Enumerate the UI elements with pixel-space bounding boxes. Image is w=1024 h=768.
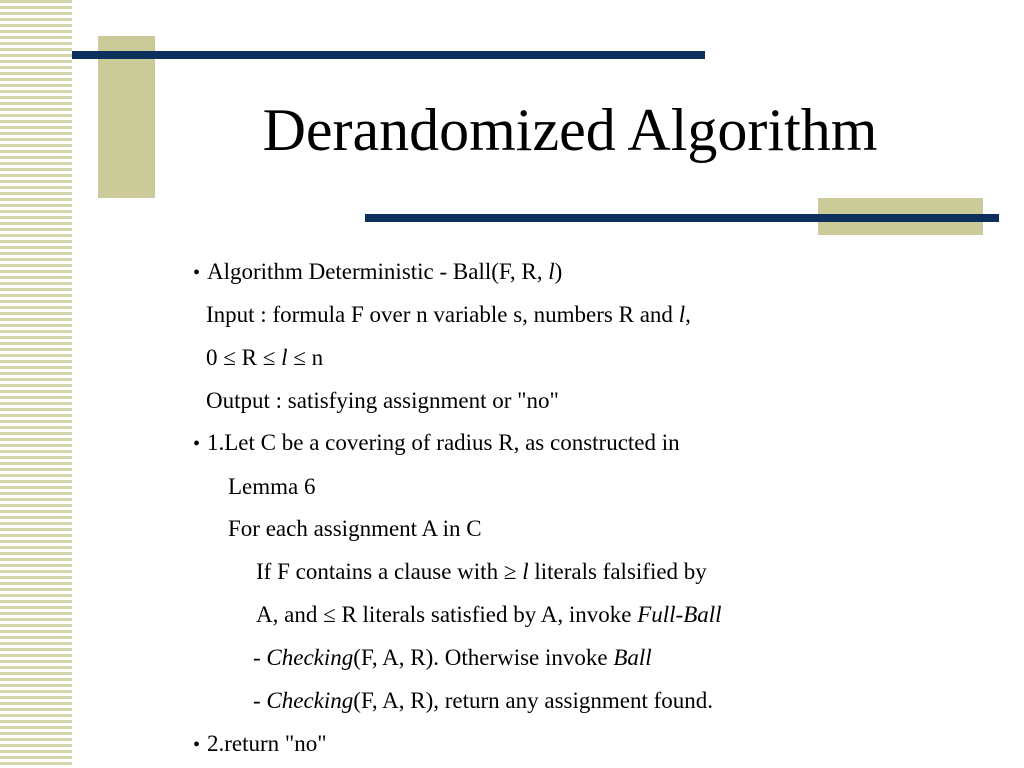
slide-title: Derandomized Algorithm: [262, 97, 878, 163]
decor-block-top-left: [98, 36, 155, 198]
bullet-icon: •: [193, 433, 201, 455]
line-text-segment: ≤ n: [287, 345, 324, 370]
line-text-segment: l: [548, 259, 555, 284]
line-text-segment: Ball: [613, 645, 652, 670]
line-text-segment: l: [678, 302, 686, 327]
line-text-segment: Algorithm Deterministic - Ball(F, R,: [207, 259, 549, 284]
line-text-segment: -: [253, 688, 267, 713]
line-text-segment: A, and ≤ R literals satisfied by A, invoke: [256, 602, 638, 627]
line-text-segment: Full-Ball: [637, 602, 722, 627]
line-text-segment: For each assignment A in C: [228, 516, 482, 541]
line-text-segment: 2.return "no": [207, 731, 327, 756]
decor-bar-top: [72, 51, 705, 59]
line-text-segment: literals falsified by: [528, 559, 707, 584]
decor-bar-bottom: [365, 214, 999, 222]
bullet-icon: •: [193, 262, 201, 284]
line-text-segment: l: [522, 559, 529, 584]
line-text-segment: (F, A, R), return any assignment found.: [353, 688, 714, 713]
line-text-segment: (F, A, R). Otherwise invoke: [353, 645, 614, 670]
bullet-icon: •: [193, 734, 201, 756]
line-text-segment: Checking: [266, 688, 354, 713]
text-line: [256, 600, 722, 630]
line-text-segment: If F contains a clause with ≥: [256, 559, 523, 584]
line-text-segment: Lemma 6: [228, 474, 316, 499]
text-line: [206, 343, 323, 373]
text-line: [228, 514, 482, 544]
text-line: [206, 386, 559, 416]
line-text-segment: ): [554, 259, 563, 284]
bullet-line: [193, 257, 562, 288]
text-line: [256, 557, 707, 587]
text-line: [228, 472, 316, 502]
bullet-line: [193, 729, 327, 760]
line-text-segment: Output : satisfying assignment or "no": [206, 388, 559, 413]
line-text-segment: -: [253, 645, 267, 670]
line-text-segment: Input : formula F over n variable s, numbers R and: [206, 302, 679, 327]
text-line: [253, 643, 652, 673]
text-line: [206, 300, 691, 330]
line-text-segment: l: [281, 345, 288, 370]
line-text-segment: Checking: [266, 645, 354, 670]
line-text-segment: ,: [685, 302, 691, 327]
line-text-segment: 1.Let C be a covering of radius R, as constructed in: [207, 430, 680, 455]
left-stripe-pattern: [0, 0, 72, 768]
line-text-segment: 0 ≤ R ≤: [206, 345, 282, 370]
bullet-line: [193, 428, 680, 459]
text-line: [253, 686, 713, 716]
